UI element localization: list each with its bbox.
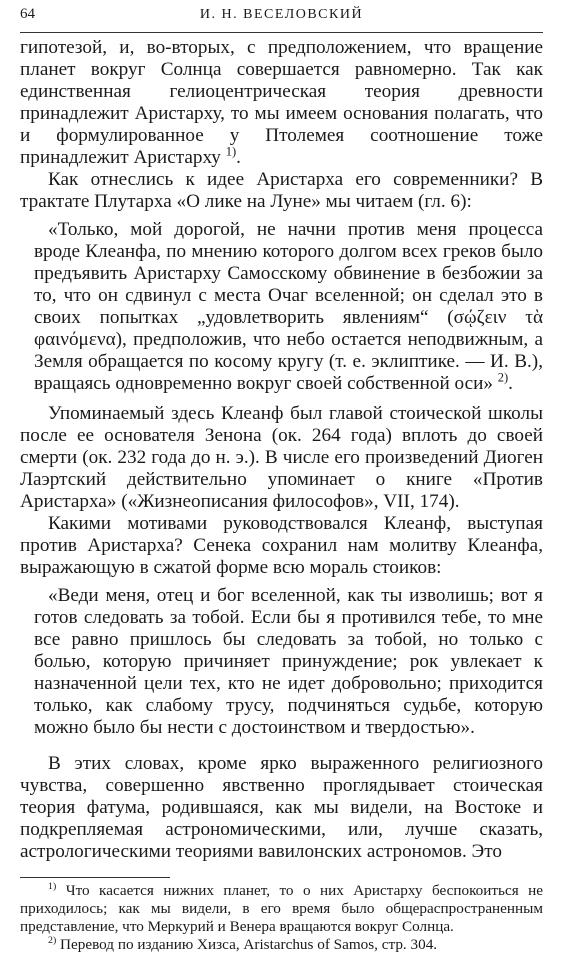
page-number: 64	[20, 6, 35, 22]
quote-plutarch-end: .	[508, 373, 513, 394]
footnote-divider	[20, 877, 170, 878]
footnote-ref-2[interactable]: 2)	[497, 370, 509, 385]
footnote-1	[20, 882, 543, 936]
page-header	[20, 6, 543, 33]
footnote-ref-1[interactable]: 1)	[225, 144, 237, 159]
footnote-1-mark: 1)	[48, 880, 57, 892]
quote-cleanthes	[20, 585, 543, 739]
paragraph-5: В этих словах, кроме ярко выраженного религиозного чувства, совершенно явственно проглядывает стоическая теория фатума, родившаяся, как мы видели, на Востоке и подкрепляемая астрономическими, или, лучше сказать, астрологическими теориями вавилонских астрономов. Это	[20, 753, 543, 862]
footnote-2-text: Перевод по изданию Хизса, Aristarchus of Samos, стр. 304.	[60, 936, 438, 953]
body-text	[20, 37, 543, 863]
footnote-2-mark: 2)	[48, 934, 57, 946]
footnotes	[20, 882, 543, 954]
paragraph-1	[20, 37, 543, 169]
footnote-1-text: Что касается нижних планет, то о них Аристарху беспокоиться не приходилось; как мы видели, в его время было общераспространенным представление, что Меркурий и Венера вращаются вокруг Солнца.	[20, 882, 544, 935]
paragraph-4: Какими мотивами руководствовался Клеанф, выступая против Аристарха? Сенека сохранил нам молитву Клеанфа, выражающую в сжатой форме всю мораль стоиков:	[20, 513, 543, 578]
paragraph-2: Как отнеслись к идее Аристарха его современники? В трактате Плутарха «О лике на Луне» мы читаем (гл. 6):	[20, 169, 543, 212]
paragraph-3: Упоминаемый здесь Клеанф был главой стоической школы после ее основателя Зенона (ок. 264 года) вплоть до своей смерти (ок. 232 года до н. э.). В числе его произведений Диоген Лаэртский действительно упоминает о книге «Против Аристарха» («Жизнеописания философов», VII, 174).	[20, 403, 543, 512]
quote-plutarch-text: «Только, мой дорогой, не начни против меня процесса вроде Клеанфа, по мнению которого долгом всех греков было предъявить Аристарху Самосскому обвинение в безбожии за то, что он сдвинул с места Очаг вселенной; он сделал это в своих попытках „удовлетворить явлениям“ (σῴζειν τὰ φαινόμενα), предположив, что небо остается неподвижным, а Земля обращается по косому кругу (т. е. эклиптике. — И. В.), вращаясь одновременно вокруг своей собственной оси»	[34, 219, 543, 394]
quote-plutarch	[20, 219, 543, 395]
quote-cleanthes-text: «Веди меня, отец и бог вселенной, как ты изволишь; вот я готов следовать за тобой. Если бы я противился тебе, то мне все равно пришлось бы следовать за тобой, но только с болью, которую причиняет принуждение; рок увлекает к назначенной цели тех, кто не идет добровольно; приходится только, как слабому трусу, подчиняться судьбе, которую можно было бы нести с достоинством и твердостью».	[34, 585, 543, 738]
running-head: И. Н. ВЕСЕЛОВСКИЙ	[199, 7, 364, 22]
paragraph-1-text: гипотезой, и, во-вторых, с предположением, что вращение планет вокруг Солнца совершается равномерно. Так как единственная гелиоцентрическая теория древности принадлежит Аристарху, то мы имеем основания полагать, что и формулированное у Птолемея соотношение тоже принадлежит Аристарху	[20, 37, 543, 168]
footnote-2	[20, 936, 543, 954]
paragraph-1-end: .	[236, 147, 241, 168]
quote-plutarch-para	[34, 219, 543, 395]
